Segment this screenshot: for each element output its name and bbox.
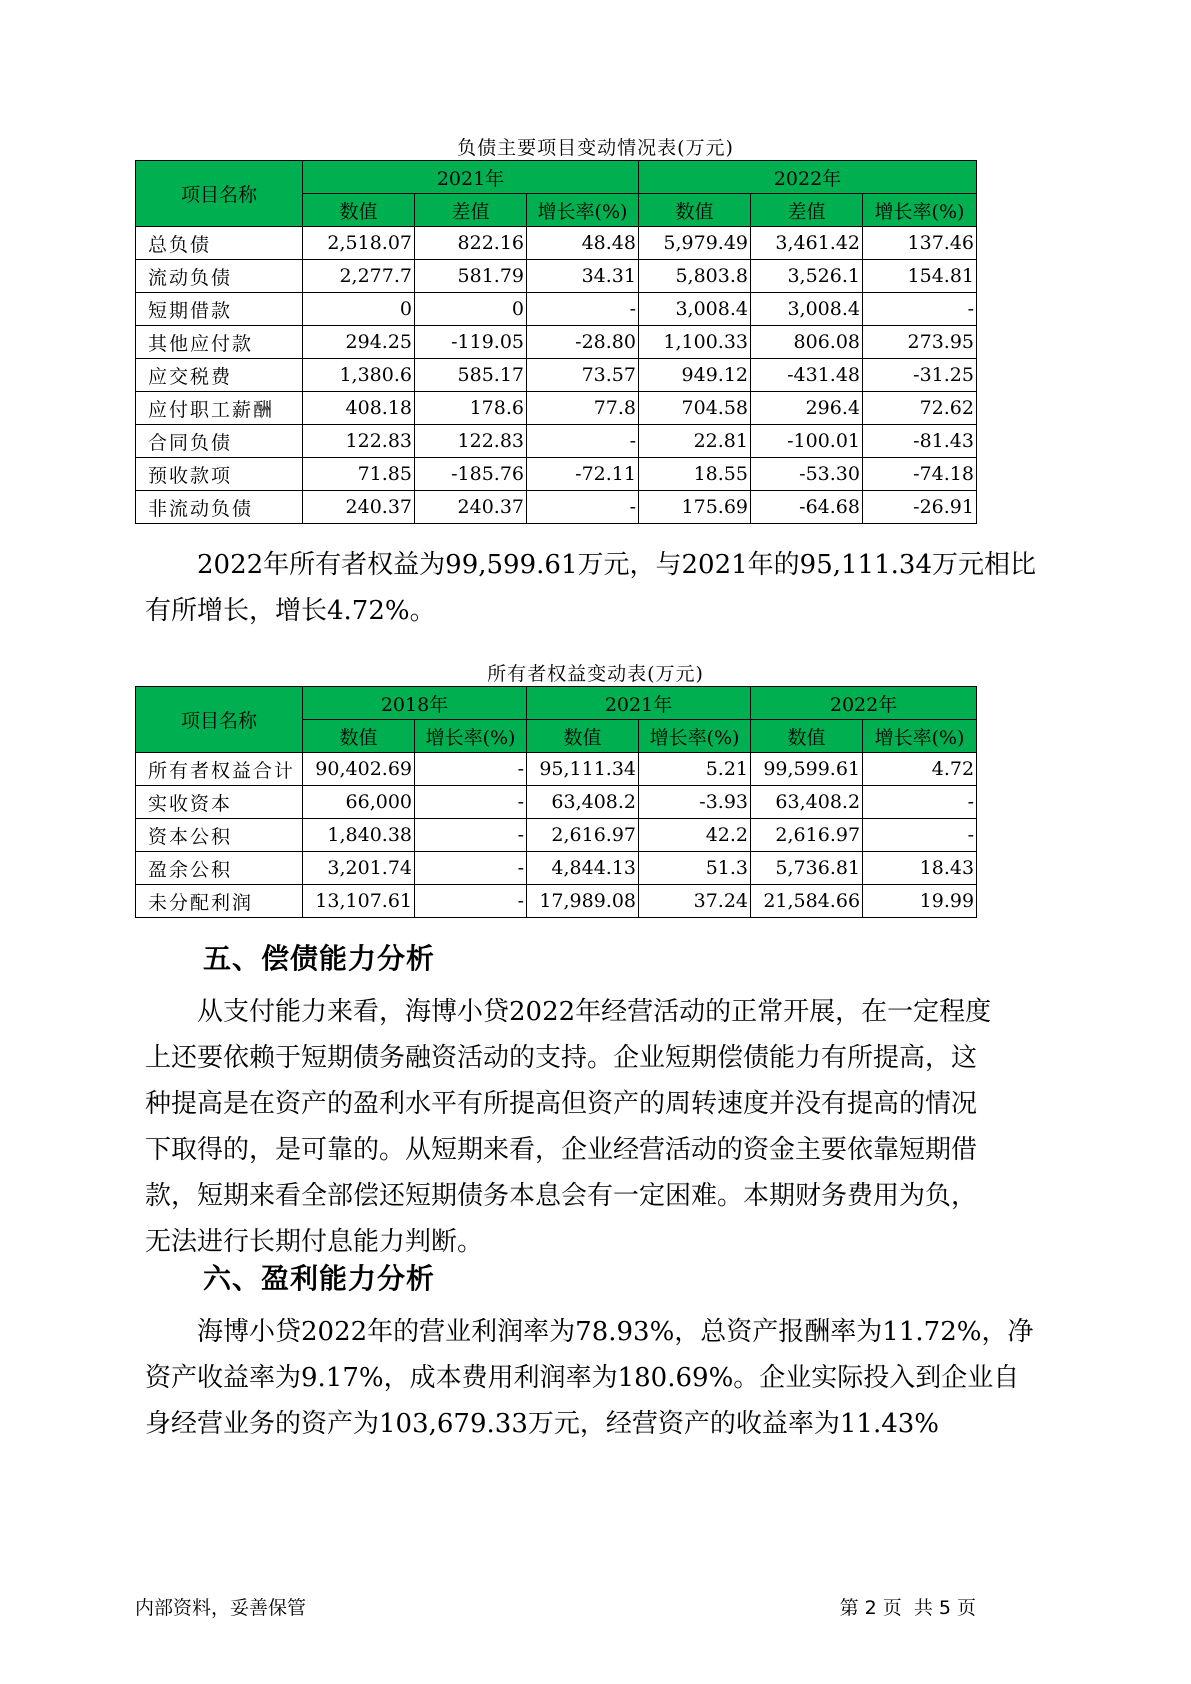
table-cell: 296.4 — [751, 392, 863, 425]
table-cell: 42.2 — [639, 819, 751, 852]
table-cell: -119.05 — [415, 326, 527, 359]
row-label: 应付职工薪酬 — [136, 392, 303, 425]
footer-page-number: 第 2 页 共 5 页 — [839, 1597, 976, 1619]
paragraph-line: 资产收益率为9.17%，成本费用利润率为180.69%。企业实际投入到企业自 — [145, 1363, 1020, 1393]
table-cell: 99,599.61 — [751, 753, 863, 786]
subheader: 增长率(%) — [863, 720, 977, 753]
subheader: 增长率(%) — [863, 194, 977, 227]
paragraph-line: 有所增长，增长4.72%。 — [145, 596, 436, 626]
table-row — [136, 819, 977, 852]
table-cell: -185.76 — [415, 458, 527, 491]
table-row — [136, 753, 977, 786]
year-header: 2022年 — [639, 161, 977, 194]
table-cell: 5.21 — [639, 753, 751, 786]
row-label: 未分配利润 — [136, 885, 303, 918]
profitability-paragraph — [145, 1309, 1050, 1447]
table-cell: 122.83 — [415, 425, 527, 458]
paragraph-line: 从支付能力来看，海博小贷2022年经营活动的正常开展，在一定程度 — [197, 997, 992, 1027]
subheader: 差值 — [751, 194, 863, 227]
row-label: 预收款项 — [136, 458, 303, 491]
table-row — [136, 885, 977, 918]
subheader: 差值 — [415, 194, 527, 227]
table-row — [136, 293, 977, 326]
year-header: 2021年 — [527, 687, 751, 720]
table-cell: -28.80 — [527, 326, 639, 359]
paragraph-line: 2022年所有者权益为99,599.61万元，与2021年的95,111.34万元相比 — [197, 550, 1036, 580]
table-cell: 3,008.4 — [639, 293, 751, 326]
row-label: 盈余公积 — [136, 852, 303, 885]
table-cell: 3,526.1 — [751, 260, 863, 293]
header-item-name: 项目名称 — [136, 161, 303, 227]
table-cell: 704.58 — [639, 392, 751, 425]
table-cell: 90,402.69 — [303, 753, 415, 786]
row-label: 所有者权益合计 — [136, 753, 303, 786]
table-cell: 1,100.33 — [639, 326, 751, 359]
table-cell: -26.91 — [863, 491, 977, 524]
row-label: 资本公积 — [136, 819, 303, 852]
table-cell: 122.83 — [303, 425, 415, 458]
table-cell: 1,380.6 — [303, 359, 415, 392]
table-cell: 2,277.7 — [303, 260, 415, 293]
section-heading-profitability: 六、盈利能力分析 — [203, 1262, 436, 1295]
table-cell: -3.93 — [639, 786, 751, 819]
table-cell: - — [527, 491, 639, 524]
row-label: 实收资本 — [136, 786, 303, 819]
liability-table-body — [136, 227, 977, 524]
paragraph-line: 款，短期来看全部偿还短期债务本息会有一定困难。本期财务费用为负， — [145, 1181, 978, 1211]
table-cell: -74.18 — [863, 458, 977, 491]
table-cell: 17,989.08 — [527, 885, 639, 918]
table-cell: 294.25 — [303, 326, 415, 359]
section-heading-solvency: 五、偿债能力分析 — [203, 942, 436, 975]
header-item-name: 项目名称 — [136, 687, 303, 753]
footer-confidential-note: 内部资料，妥善保管 — [135, 1597, 307, 1619]
table-cell: 408.18 — [303, 392, 415, 425]
table-cell: - — [527, 425, 639, 458]
table-cell: - — [863, 786, 977, 819]
equity-summary-paragraph — [145, 542, 1050, 634]
table-row — [136, 786, 977, 819]
table-cell: - — [415, 852, 527, 885]
table-cell: 95,111.34 — [527, 753, 639, 786]
table-row — [136, 458, 977, 491]
table-cell: 581.79 — [415, 260, 527, 293]
table-cell: 3,008.4 — [751, 293, 863, 326]
table-row — [136, 326, 977, 359]
table-cell: 137.46 — [863, 227, 977, 260]
paragraph-line: 种提高是在资产的盈利水平有所提高但资产的周转速度并没有提高的情况 — [145, 1089, 978, 1119]
equity-table — [135, 686, 977, 918]
table-row — [136, 852, 977, 885]
paragraph-line: 无法进行长期付息能力判断。 — [145, 1227, 484, 1257]
subheader: 增长率(%) — [639, 720, 751, 753]
table-row — [136, 425, 977, 458]
table-cell: 240.37 — [303, 491, 415, 524]
table-row — [136, 392, 977, 425]
equity-table-caption: 所有者权益变动表(万元) — [487, 663, 704, 685]
table-cell: 3,461.42 — [751, 227, 863, 260]
table-cell: 37.24 — [639, 885, 751, 918]
table-cell: 240.37 — [415, 491, 527, 524]
equity-table-body — [136, 753, 977, 918]
table-cell: 18.43 — [863, 852, 977, 885]
table-cell: 66,000 — [303, 786, 415, 819]
table-cell: -431.48 — [751, 359, 863, 392]
table-cell: 0 — [415, 293, 527, 326]
liability-table-caption: 负债主要项目变动情况表(万元) — [457, 137, 734, 159]
table-cell: -31.25 — [863, 359, 977, 392]
table-cell: 4.72 — [863, 753, 977, 786]
table-row — [136, 359, 977, 392]
table-cell: 1,840.38 — [303, 819, 415, 852]
table-cell: 34.31 — [527, 260, 639, 293]
table-cell: 63,408.2 — [527, 786, 639, 819]
table-cell: 2,616.97 — [751, 819, 863, 852]
table-cell: 72.62 — [863, 392, 977, 425]
year-header: 2018年 — [303, 687, 527, 720]
table-cell: 585.17 — [415, 359, 527, 392]
table-cell: 51.3 — [639, 852, 751, 885]
row-label: 非流动负债 — [136, 491, 303, 524]
table-cell: - — [415, 819, 527, 852]
table-cell: 73.57 — [527, 359, 639, 392]
table-cell: 13,107.61 — [303, 885, 415, 918]
row-label: 合同负债 — [136, 425, 303, 458]
table-cell: 3,201.74 — [303, 852, 415, 885]
table-row — [136, 491, 977, 524]
table-cell: 5,979.49 — [639, 227, 751, 260]
table-cell: - — [415, 885, 527, 918]
table-cell: - — [863, 293, 977, 326]
row-label: 其他应付款 — [136, 326, 303, 359]
table-cell: 21,584.66 — [751, 885, 863, 918]
table-cell: 2,616.97 — [527, 819, 639, 852]
table-cell: - — [415, 786, 527, 819]
table-cell: 77.8 — [527, 392, 639, 425]
subheader: 数值 — [639, 194, 751, 227]
row-label: 应交税费 — [136, 359, 303, 392]
subheader: 数值 — [303, 720, 415, 753]
table-cell: 178.6 — [415, 392, 527, 425]
table-cell: 822.16 — [415, 227, 527, 260]
year-header: 2021年 — [303, 161, 639, 194]
table-cell: 175.69 — [639, 491, 751, 524]
row-label: 总负债 — [136, 227, 303, 260]
row-label: 短期借款 — [136, 293, 303, 326]
table-cell: 5,803.8 — [639, 260, 751, 293]
subheader: 增长率(%) — [415, 720, 527, 753]
subheader: 数值 — [303, 194, 415, 227]
table-cell: 18.55 — [639, 458, 751, 491]
table-cell: -100.01 — [751, 425, 863, 458]
subheader: 数值 — [527, 720, 639, 753]
table-cell: 48.48 — [527, 227, 639, 260]
row-label: 流动负债 — [136, 260, 303, 293]
liability-table — [135, 160, 977, 524]
table-cell: 71.85 — [303, 458, 415, 491]
table-cell: -53.30 — [751, 458, 863, 491]
table-cell: 806.08 — [751, 326, 863, 359]
table-cell: 949.12 — [639, 359, 751, 392]
table-cell: 2,518.07 — [303, 227, 415, 260]
solvency-paragraph — [145, 989, 1050, 1265]
table-cell: -72.11 — [527, 458, 639, 491]
table-cell: 5,736.81 — [751, 852, 863, 885]
table-cell: 4,844.13 — [527, 852, 639, 885]
paragraph-line: 上还要依赖于短期债务融资活动的支持。企业短期偿债能力有所提高，这 — [145, 1043, 978, 1073]
table-cell: 154.81 — [863, 260, 977, 293]
paragraph-line: 身经营业务的资产为103,679.33万元，经营资产的收益率为11.43% — [145, 1409, 940, 1439]
table-row — [136, 227, 977, 260]
subheader: 增长率(%) — [527, 194, 639, 227]
paragraph-line: 海博小贷2022年的营业利润率为78.93%，总资产报酬率为11.72%，净 — [197, 1317, 1034, 1347]
table-cell: 19.99 — [863, 885, 977, 918]
year-header: 2022年 — [751, 687, 977, 720]
table-cell: 22.81 — [639, 425, 751, 458]
paragraph-line: 下取得的，是可靠的。从短期来看，企业经营活动的资金主要依靠短期借 — [145, 1135, 978, 1165]
table-cell: -64.68 — [751, 491, 863, 524]
table-row — [136, 260, 977, 293]
table-cell: -81.43 — [863, 425, 977, 458]
table-cell: 63,408.2 — [751, 786, 863, 819]
table-cell: - — [527, 293, 639, 326]
table-cell: - — [415, 753, 527, 786]
subheader: 数值 — [751, 720, 863, 753]
table-cell: 0 — [303, 293, 415, 326]
table-cell: 273.95 — [863, 326, 977, 359]
table-cell: - — [863, 819, 977, 852]
